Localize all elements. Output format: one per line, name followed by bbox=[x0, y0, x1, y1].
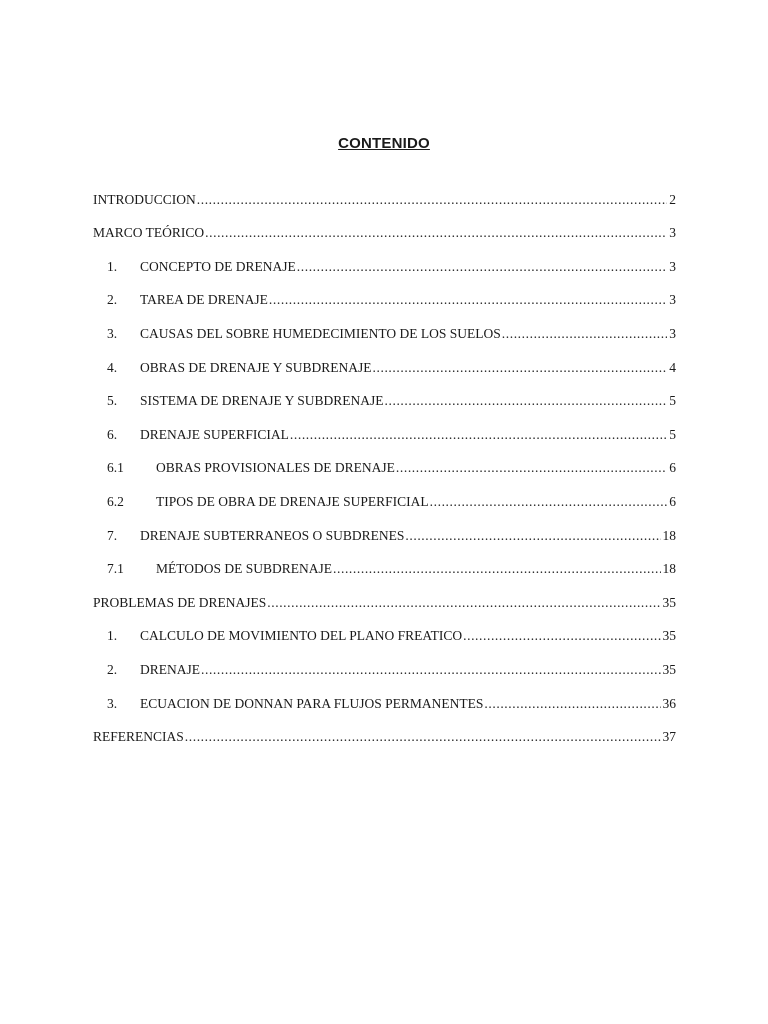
toc-entry-label: DRENAJE bbox=[140, 662, 200, 677]
toc-entry-page: 37 bbox=[662, 729, 676, 744]
toc-entry-page: 35 bbox=[662, 595, 676, 610]
toc-entry-label: DRENAJE SUPERFICIAL bbox=[140, 427, 289, 442]
dot-leader bbox=[297, 257, 667, 277]
toc-entry-label: MÉTODOS DE SUBDRENAJE bbox=[156, 561, 333, 576]
toc-entry-label: TIPOS DE OBRA DE DRENAJE SUPERFICIAL bbox=[156, 494, 429, 509]
toc-entry-number: 3. bbox=[107, 696, 118, 711]
toc-entry-label: INTRODUCCION bbox=[93, 192, 196, 207]
toc-entry-page: 3 bbox=[669, 259, 676, 274]
toc-entry-page: 36 bbox=[662, 696, 676, 711]
toc-entry-page: 6 bbox=[669, 494, 676, 509]
toc-entry-label: OBRAS DE DRENAJE Y SUBDRENAJE bbox=[140, 360, 372, 375]
toc-entry-page: 18 bbox=[662, 561, 676, 576]
toc-entry-label: PROBLEMAS DE DRENAJES bbox=[93, 595, 267, 610]
toc-entry-page: 2 bbox=[669, 192, 676, 207]
toc-entry-causas[interactable] bbox=[107, 324, 676, 344]
toc-entry-number: 6.1 bbox=[107, 460, 124, 475]
toc-entry-page: 3 bbox=[669, 292, 676, 307]
toc-entry-label: SISTEMA DE DRENAJE Y SUBDRENAJE bbox=[140, 393, 384, 408]
dot-leader bbox=[396, 458, 667, 478]
toc-entry-ecuacion-de-donnan[interactable] bbox=[107, 694, 676, 714]
toc-entry-obras-de-drenaje[interactable] bbox=[107, 358, 676, 378]
toc-entry-number: 1. bbox=[107, 628, 118, 643]
toc-entry-tarea-de-drenaje[interactable] bbox=[107, 290, 676, 310]
dot-leader bbox=[333, 559, 660, 579]
toc-entry-number: 7. bbox=[107, 528, 118, 543]
toc-entry-number: 2. bbox=[107, 292, 118, 307]
toc-entry-label: OBRAS PROVISIONALES DE DRENAJE bbox=[156, 460, 395, 475]
toc-entry-drenaje-superficial[interactable] bbox=[107, 425, 676, 445]
toc-entry-label: CAUSAS DEL SOBRE HUMEDECIMIENTO DE LOS SUELOS bbox=[140, 326, 501, 341]
toc-entry-page: 3 bbox=[669, 225, 676, 240]
toc-entry-referencias[interactable] bbox=[93, 727, 676, 747]
dot-leader bbox=[197, 190, 668, 210]
toc-entry-page: 18 bbox=[662, 528, 676, 543]
toc-entry-label: REFERENCIAS bbox=[93, 729, 184, 744]
toc-entry-number: 5. bbox=[107, 393, 118, 408]
toc-entry-calculo-de-movimiento[interactable] bbox=[107, 626, 676, 646]
toc-entry-label: TAREA DE DRENAJE bbox=[140, 292, 268, 307]
toc-entry-drenaje[interactable] bbox=[107, 660, 676, 680]
toc-entry-number: 1. bbox=[107, 259, 118, 274]
dot-leader bbox=[373, 358, 668, 378]
toc-entry-number: 3. bbox=[107, 326, 118, 341]
toc-entry-drenaje-subterraneos[interactable] bbox=[107, 526, 676, 546]
toc-entry-label: ECUACION DE DONNAN PARA FLUJOS PERMANENTES bbox=[140, 696, 484, 711]
dot-leader bbox=[430, 492, 668, 512]
toc-entry-concepto-de-drenaje[interactable] bbox=[107, 257, 676, 277]
dot-leader bbox=[405, 526, 660, 546]
dot-leader bbox=[185, 727, 661, 747]
dot-leader bbox=[463, 626, 660, 646]
toc-entry-page: 35 bbox=[662, 628, 676, 643]
toc-entry-number: 2. bbox=[107, 662, 118, 677]
toc-entry-page: 35 bbox=[662, 662, 676, 677]
toc-entry-introduccion[interactable] bbox=[93, 190, 676, 210]
toc-entry-page: 6 bbox=[669, 460, 676, 475]
toc-entry-tipos-de-obra[interactable] bbox=[107, 492, 676, 512]
toc-entry-marco-teorico[interactable] bbox=[93, 223, 676, 243]
toc-entry-sistema-de-drenaje[interactable] bbox=[107, 391, 676, 411]
toc-entry-label: CALCULO DE MOVIMIENTO DEL PLANO FREATICO bbox=[140, 628, 463, 643]
toc-entry-page: 4 bbox=[669, 360, 676, 375]
toc-entry-page: 5 bbox=[669, 393, 676, 408]
toc-entry-label: MARCO TEÓRICO bbox=[93, 225, 205, 240]
toc-entry-page: 3 bbox=[669, 326, 676, 341]
dot-leader bbox=[502, 324, 667, 344]
toc-entry-page: 5 bbox=[669, 427, 676, 442]
document-title: CONTENIDO bbox=[338, 135, 430, 152]
toc-entry-number: 6. bbox=[107, 427, 118, 442]
toc-entry-label: DRENAJE SUBTERRANEOS O SUBDRENES bbox=[140, 528, 405, 543]
toc-entry-problemas-de-drenajes[interactable] bbox=[93, 593, 676, 613]
dot-leader bbox=[290, 425, 667, 445]
dot-leader bbox=[201, 660, 661, 680]
dot-leader bbox=[205, 223, 667, 243]
toc-entry-metodos-de-subdrenaje[interactable] bbox=[107, 559, 676, 579]
toc-entry-number: 4. bbox=[107, 360, 118, 375]
dot-leader bbox=[385, 391, 668, 411]
toc-entry-number: 6.2 bbox=[107, 494, 124, 509]
dot-leader bbox=[269, 290, 667, 310]
dot-leader bbox=[267, 593, 660, 613]
dot-leader bbox=[484, 694, 660, 714]
toc-entry-obras-provisionales[interactable] bbox=[107, 458, 676, 478]
toc-entry-number: 7.1 bbox=[107, 561, 124, 576]
toc-entry-label: CONCEPTO DE DRENAJE bbox=[140, 259, 296, 274]
